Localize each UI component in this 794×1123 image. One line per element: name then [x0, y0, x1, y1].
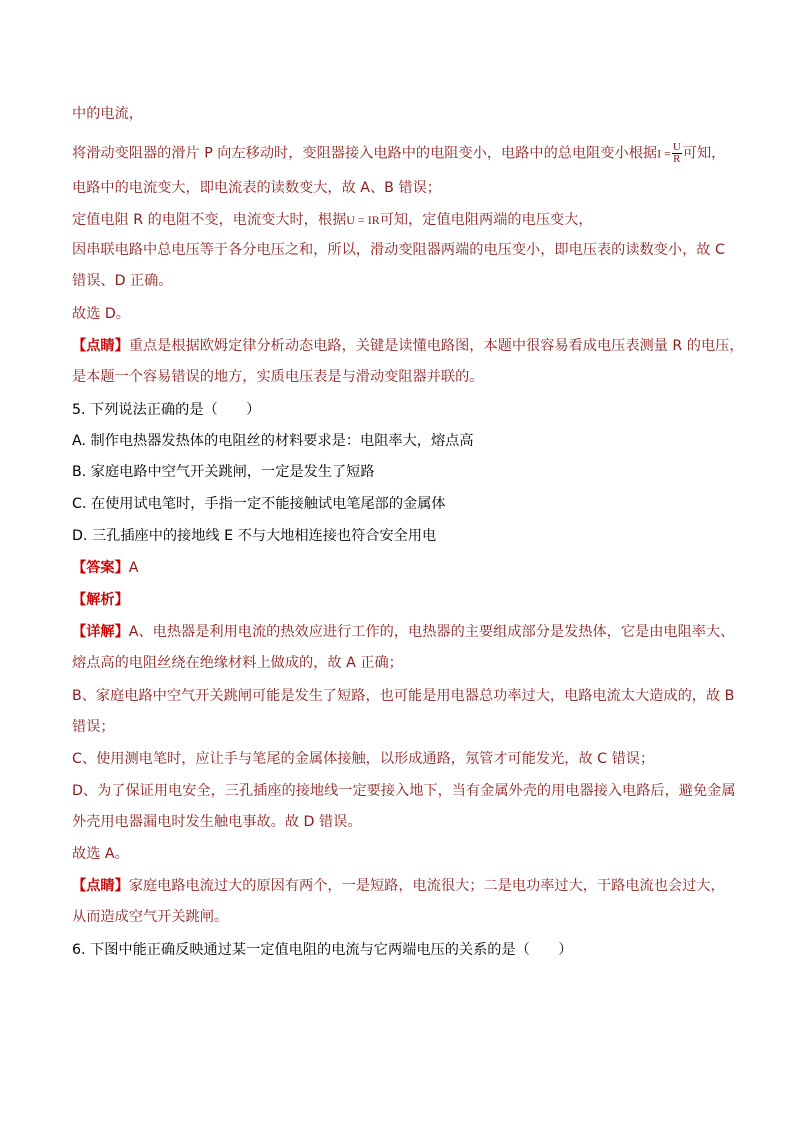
text-segment: 定值电阻 R 的电阻不变，电流变大时，根据 [72, 212, 347, 228]
text-line-with-formula [72, 210, 593, 230]
option-c: C. 在使用试电笔时，手指一定不能接触试电笔尾部的金属体 [72, 496, 446, 512]
fraction [672, 142, 682, 165]
text-segment: 可知， [682, 145, 726, 162]
text-line: 外壳用电器漏电时发生触电事故。故 D 错误。 [72, 814, 362, 830]
tip-text: 重点是根据欧姆定律分析动态电路，关键是读懂电路图，本题中很容易看成电压表测量 R 的电压， [128, 338, 744, 354]
answer-tag: 【答案】 [72, 560, 129, 576]
text-line: 错误； [72, 719, 115, 735]
fraction-denominator: R [673, 153, 681, 165]
tip-tag: 【点睛】 [72, 338, 129, 354]
option-a: A. 制作电热器发热体的电阻丝的材料要求是：电阻率大，熔点高 [72, 433, 474, 449]
answer-value: A [128, 560, 139, 576]
text-line-with-formula [72, 142, 725, 165]
text-line: 熔点高的电阻丝绕在绝缘材料上做成的，故 A 正确； [72, 655, 403, 671]
tip-text: 家庭电路电流过大的原因有两个，一是短路，电流很大；二是电功率过大，干路电流也会过大， [128, 878, 725, 894]
detail-text: A、电热器是利用电流的热效应进行工作的，电热器的主要组成部分是发热体，它是由电阻率大、 [128, 624, 735, 640]
answer-line [72, 558, 138, 578]
question-5: 5. 下列说法正确的是（ ） [72, 402, 261, 418]
text-line: B、家庭电路中空气开关跳闸可能是发生了短路，也可能是用电器总功率过大，电路电流太大造成的，故 B [72, 688, 735, 704]
text-line: 从而造成空气开关跳闸。 [72, 909, 229, 925]
text-line: 是本题一个容易错误的地方，实质电压表是与滑动变阻器并联的。 [72, 369, 484, 385]
text-line: 错误、D 正确。 [72, 273, 173, 289]
analysis-tag: 【解析】 [72, 592, 129, 608]
tip-tag: 【点睛】 [72, 878, 129, 894]
analysis-line [72, 590, 129, 610]
formula-left: I = [657, 146, 671, 161]
detail-line [72, 622, 734, 642]
text-line: D、为了保证用电安全，三孔插座的接地线一定要接入地下，当有金属外壳的用电器接入电路后，避免金属 [72, 783, 736, 799]
text-line: 电路中的电流变大，即电流表的读数变大，故 A、B 错误； [72, 180, 441, 196]
tip-line [72, 876, 725, 896]
fraction-numerator: U [672, 141, 681, 153]
text-line: C、使用测电笔时，应让手与笔尾的金属体接触，以形成通路，氖管才可能发光，故 C 错误； [72, 751, 655, 767]
text-line: 故选 D。 [72, 306, 130, 322]
option-b: B. 家庭电路中空气开关跳闸，一定是发生了短路 [72, 464, 375, 480]
text-segment: 可知，定值电阻两端的电压变大， [379, 212, 593, 228]
question-6: 6. 下图中能正确反映通过某一定值电阻的电流与它两端电压的关系的是（ ） [72, 942, 573, 958]
tip-line [72, 336, 744, 356]
text-line: 故选 A。 [72, 846, 129, 862]
text-line: 因串联电路中总电压等于各分电压之和，所以，滑动变阻器两端的电压变小，即电压表的读数变小，故 C [72, 242, 725, 258]
formula: U = IR [346, 213, 380, 227]
text-line: 中的电流， [72, 106, 143, 122]
text-segment: 将滑动变阻器的滑片 P 向左移动时，变阻器接入电路中的电阻变小，电路中的总电阻变小根据 [72, 145, 658, 162]
detail-tag: 【详解】 [72, 624, 129, 640]
option-d: D. 三孔插座中的接地线 E 不与大地相连接也符合安全用电 [72, 528, 437, 544]
